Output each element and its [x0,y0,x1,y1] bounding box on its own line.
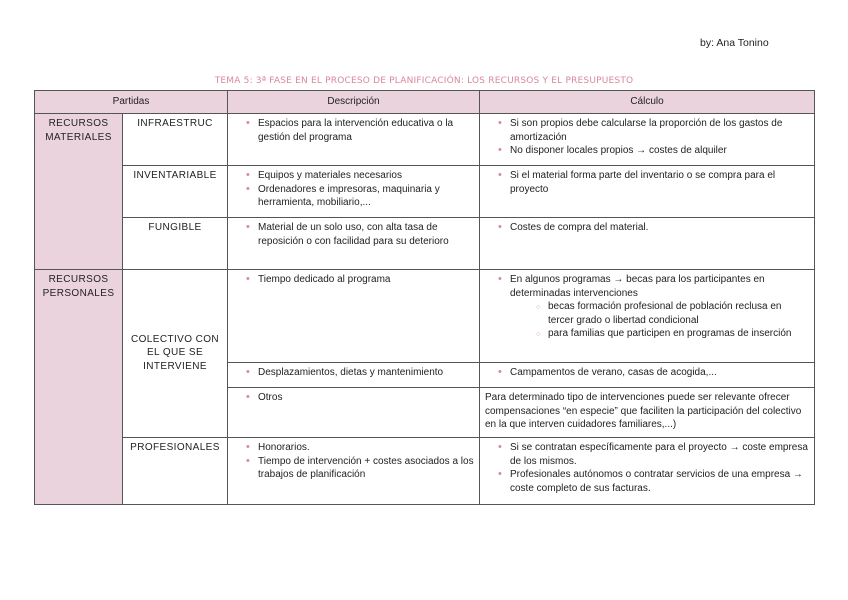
partida-profesionales: PROFESIONALES [123,438,228,505]
sub-list-item: ○ para familias que participen en programas de inserción [538,327,809,341]
list-item [501,273,809,341]
table-row [35,438,815,505]
list-item: • Desplazamientos, dietas y mantenimiento [249,366,474,380]
desc-cell [228,218,480,270]
list-item: • Si son propios debe calcularse la proporción de los gastos de amortización [501,117,809,144]
budget-table [34,90,815,505]
calc-cell [480,218,815,270]
table-row [35,218,815,270]
header-descripcion: Descripción [228,91,480,114]
partida-infraestructura: INFRAESTRUC [123,114,228,166]
table-row [35,114,815,166]
list-item: • Costes de compra del material. [501,221,809,235]
list-item: • Si se contratan específicamente para el proyecto → coste empresa de los mismos. [501,441,809,468]
list-item: • Espacios para la intervención educativa o la gestión del programa [249,117,474,144]
list-item: • Ordenadores e impresoras, maquinaria y herramienta, mobiliario,... [249,183,474,210]
list-item: • No disponer locales propios → costes de alquiler [501,144,809,158]
desc-cell [228,438,480,505]
list-item: • Si el material forma parte del inventario o se compra para el proyecto [501,169,809,196]
list-item: • Tiempo dedicado al programa [249,273,474,287]
desc-cell [228,388,480,438]
desc-cell [228,363,480,388]
sub-list [510,300,809,341]
header-calculo: Cálculo [480,91,815,114]
list-item: • Equipos y materiales necesarios [249,169,474,183]
list-item: • Material de un solo uso, con alta tasa de reposición o con facilidad para su deterioro [249,221,474,248]
group-personales: RECURSOS PERSONALES [35,270,123,505]
table-row [35,270,815,363]
calc-paragraph: Para determinado tipo de intervenciones puede ser relevante ofrecer compensaciones “en especie” que faciliten la participación del colectivo en la que interven cuidadores familiares,...) [485,392,802,430]
desc-cell [228,114,480,166]
list-item-text: En algunos programas → becas para los participantes en determinadas intervenciones [510,274,765,299]
list-item: • Otros [249,391,474,405]
desc-cell [228,166,480,218]
list-item: • Campamentos de verano, casas de acogida,... [501,366,809,380]
sub-list-item: ○ becas formación profesional de población reclusa en tercer grado o libertad condicional [538,300,809,327]
calc-cell [480,114,815,166]
list-item: • Profesionales autónomos o contratar servicios de una empresa → coste completo de sus facturas. [501,468,809,495]
calc-cell [480,438,815,505]
author-credit: by: Ana Tonino [700,37,769,49]
partida-fungible: FUNGIBLE [123,218,228,270]
desc-cell [228,270,480,363]
header-row [35,91,815,114]
list-item: • Honorarios. [249,441,474,455]
calc-cell [480,363,815,388]
partida-colectivo: COLECTIVO CON EL QUE SE INTERVIENE [123,270,228,438]
calc-cell [480,166,815,218]
header-partidas: Partidas [35,91,228,114]
page-title: TEMA 5: 3ª FASE EN EL PROCESO DE PLANIFICACIÓN: LOS RECURSOS Y EL PRESUPUESTO [214,76,634,86]
list-item: • Tiempo de intervención + costes asociados a los trabajos de planificación [249,455,474,482]
calc-cell [480,388,815,438]
calc-cell [480,270,815,363]
partida-inventariable: INVENTARIABLE [123,166,228,218]
table-row [35,166,815,218]
group-materiales: RECURSOS MATERIALES [35,114,123,270]
